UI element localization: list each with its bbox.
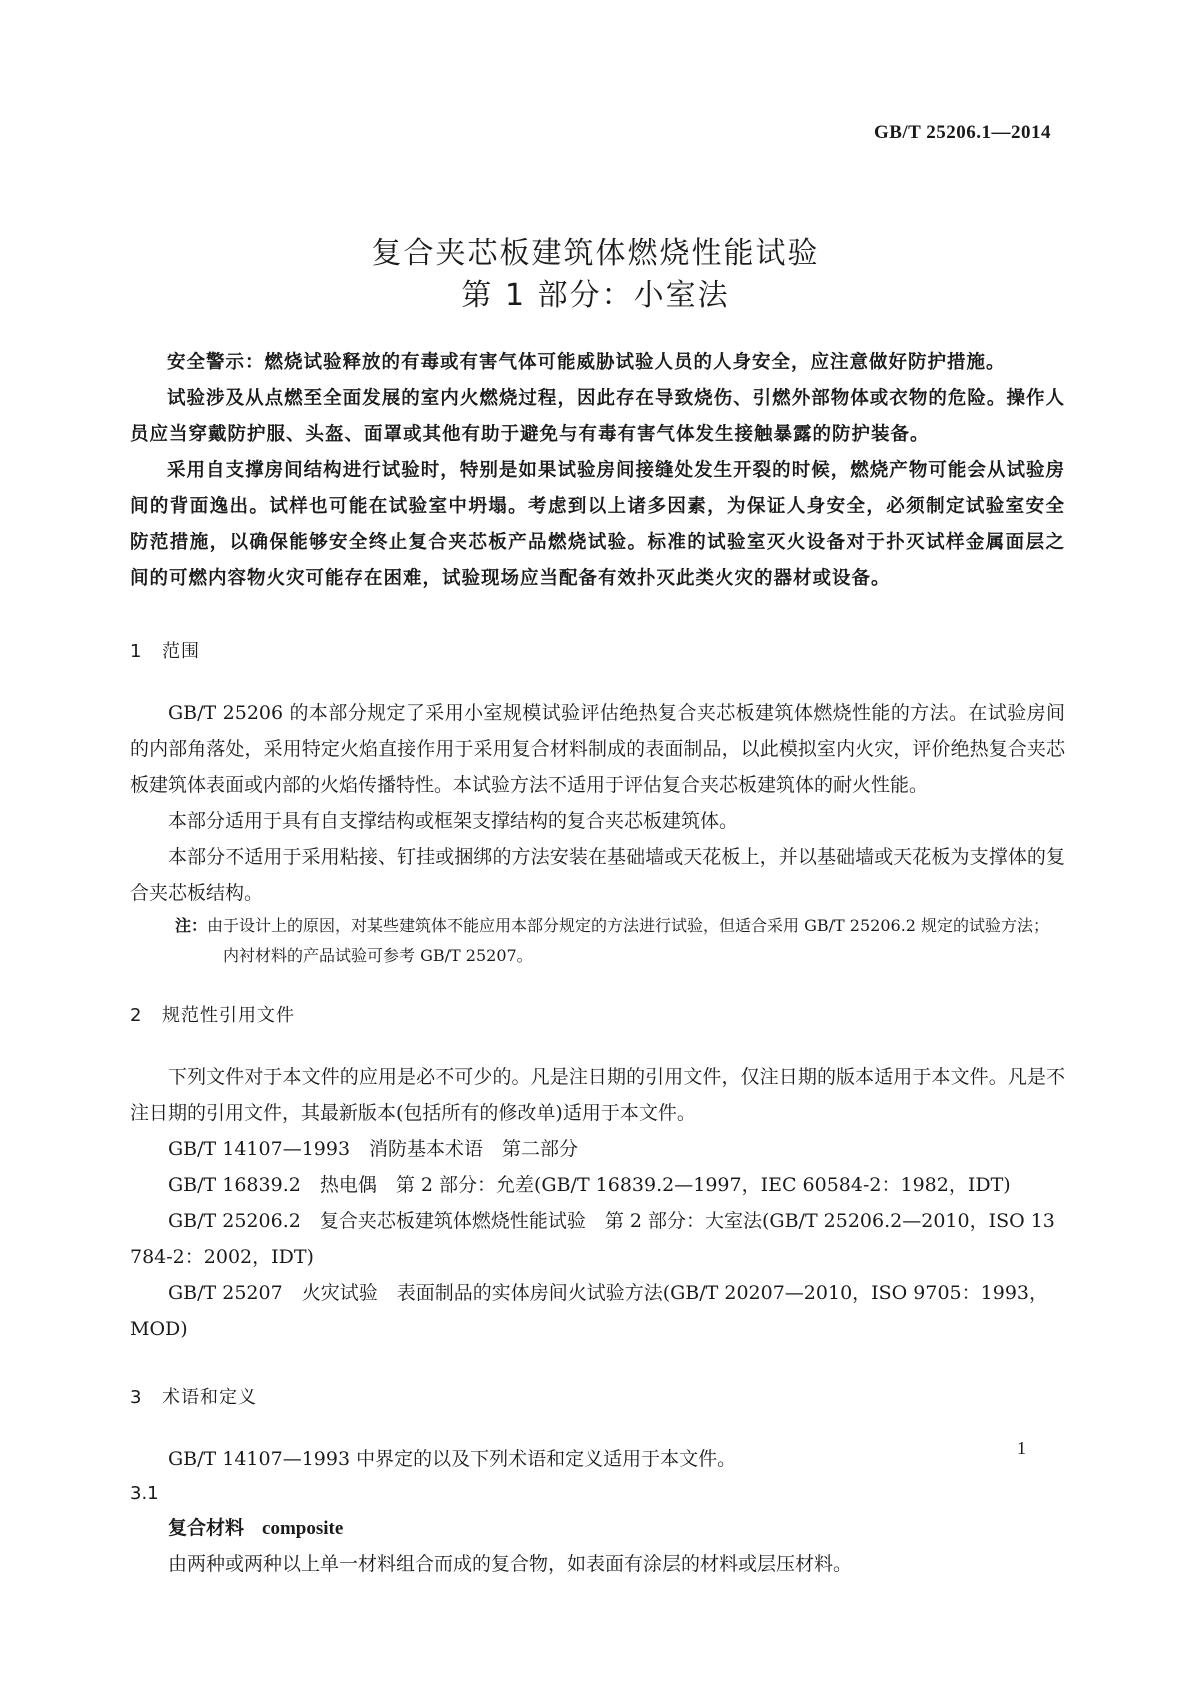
document-subtitle: 第 1 部分：小室法 [461, 278, 730, 313]
reference-item: GB/T 25206.2 复合夹芯板建筑体燃烧性能试验 第 2 部分：大室法(GB/T 25206.2—2010，ISO 13784-2：2002，IDT) [130, 1210, 1055, 1268]
section-number: 1 [130, 641, 143, 662]
body-paragraph: GB/T 25206 的本部分规定了采用小室规模试验评估绝热复合夹芯板建筑体燃烧性能的方法。在试验房间的内部角落处，采用特定火焰直接作用于采用复合材料制成的表面制品，以此模拟室内火灾，评价绝热复合夹芯板建筑体表面或内部的火焰传播特性。本试验方法不适用于评估复合夹芯板建筑体的耐火性能。 [130, 702, 1065, 796]
reference-item: GB/T 16839.2 热电偶 第 2 部分：允差(GB/T 16839.2—1997，IEC 60584-2：1982，IDT) [168, 1174, 1011, 1196]
section-number: 2 [130, 1005, 143, 1026]
standard-code: GB/T 25206.1—2014 [873, 122, 1051, 143]
body-paragraph: 本部分不适用于采用粘接、钉挂或捆绑的方法安装在基础墙或天花板上，并以基础墙或天花板为支撑体的复合夹芯板结构。 [130, 846, 1065, 904]
note-text: 由于设计上的原因，对某些建筑体不能应用本部分规定的方法进行试验，但适合采用 GB/T 25206.2 规定的试验方法；内衬材料的产品试验可参考 GB/T 25207。 [207, 916, 1050, 965]
document-title: 复合夹芯板建筑体燃烧性能试验 [371, 236, 820, 271]
section-number: 3 [130, 1387, 143, 1408]
term-definition: 由两种或两种以上单一材料组合而成的复合物，如表面有涂层的材料或层压材料。 [168, 1553, 853, 1575]
section-heading-scope [130, 637, 1065, 663]
section-title: 规范性引用文件 [162, 1005, 295, 1026]
reference-item: GB/T 14107—1993 消防基本术语 第二部分 [168, 1138, 579, 1160]
section-title: 范围 [162, 641, 200, 662]
document-body [130, 345, 1065, 1582]
term-chinese: 复合材料 [168, 1517, 245, 1539]
safety-paragraph: 采用自支撑房间结构进行试验时，特别是如果试验房间接缝处发生开裂的时候，燃烧产物可能会从试验房间的背面逸出。试样也可能在试验室中坍塌。考虑到以上诸多因素，为保证人身安全，必须制定试验室安全防范措施，以确保能够安全终止复合夹芯板产品燃烧试验。标准的试验室灭火设备对于扑灭试样金属面层之间的可燃内容物火灾可能存在困难，试验现场应当配备有效扑灭此类火灾的器材或设备。 [130, 460, 1065, 589]
note-label: 注： [175, 916, 208, 935]
section-heading-terms [130, 1383, 1065, 1409]
body-paragraph: GB/T 14107—1993 中界定的以及下列术语和定义适用于本文件。 [168, 1448, 737, 1470]
section-title: 术语和定义 [162, 1387, 257, 1408]
note [175, 911, 1065, 971]
body-paragraph: 本部分适用于具有自支撑结构或框架支撑结构的复合夹芯板建筑体。 [168, 810, 739, 832]
term-english: composite [262, 1518, 344, 1539]
safety-warning [130, 345, 1065, 597]
safety-paragraph: 安全警示：燃烧试验释放的有毒或有害气体可能威胁试验人员的人身安全，应注意做好防护措施。 [167, 352, 1006, 373]
page-number: 1 [1017, 1438, 1026, 1458]
section-heading-normative-references [130, 1001, 1065, 1027]
reference-item: GB/T 25207 火灾试验 表面制品的实体房间火试验方法(GB/T 20207—2010，ISO 9705：1993，MOD) [130, 1282, 1049, 1340]
subclause-number: 3.1 [130, 1483, 159, 1504]
term-entry [130, 1511, 1065, 1546]
body-paragraph: 下列文件对于本文件的应用是必不可少的。凡是注日期的引用文件，仅注日期的版本适用于本文件。凡是不注日期的引用文件，其最新版本(包括所有的修改单)适用于本文件。 [130, 1066, 1065, 1124]
safety-paragraph: 试验涉及从点燃至全面发展的室内火燃烧过程，因此存在导致烧伤、引燃外部物体或衣物的危险。操作人员应当穿戴防护服、头盔、面罩或其他有助于避免与有毒有害气体发生接触暴露的防护装备。 [130, 388, 1065, 445]
